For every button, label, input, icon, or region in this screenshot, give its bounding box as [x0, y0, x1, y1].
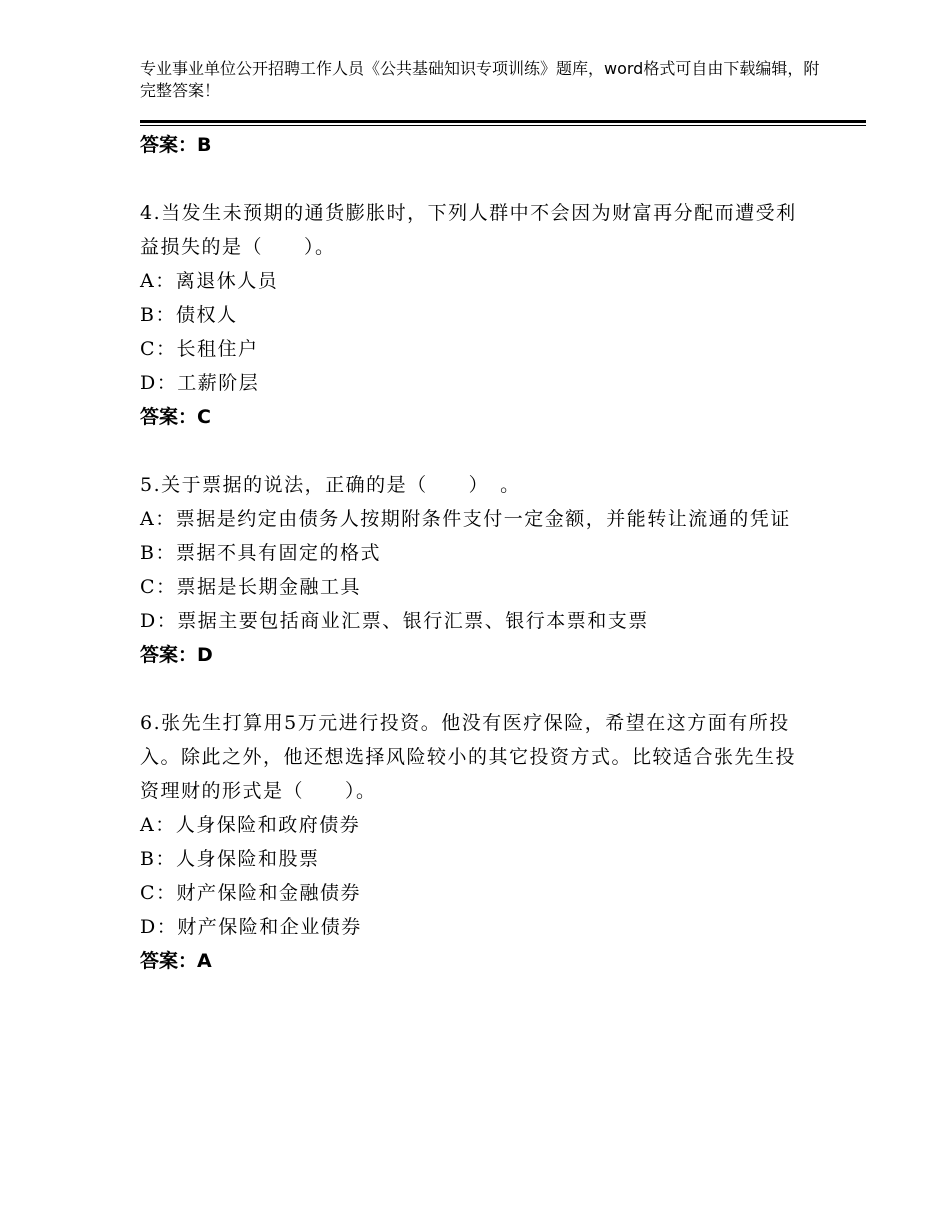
option-d: D：工薪阶层 — [140, 372, 260, 394]
answer-label: 答案：A — [140, 950, 212, 972]
question-6 — [140, 706, 810, 978]
header-rule-thick — [140, 120, 866, 123]
option-c: C：长租住户 — [140, 338, 259, 360]
answer-label: 答案：C — [140, 406, 211, 428]
question-stem: 6.张先生打算用5万元进行投资。他没有医疗保险，希望在这方面有所投入。除此之外，他还想选择风险较小的其它投资方式。比较适合张先生投资理财的形式是（ ）。 — [140, 712, 797, 802]
option-a: A：票据是约定由债务人按期附条件支付一定金额，并能转让流通的凭证 — [140, 508, 791, 530]
option-a: A：离退休人员 — [140, 270, 279, 292]
question-stem: 5.关于票据的说法，正确的是（ ） 。 — [140, 474, 521, 496]
question-stem: 4.当发生未预期的通货膨胀时，下列人群中不会因为财富再分配而遭受利益损失的是（ ）。 — [140, 202, 797, 258]
option-a: A：人身保险和政府债券 — [140, 814, 361, 836]
answer-label: 答案：B — [140, 134, 212, 156]
option-b: B：人身保险和股票 — [140, 848, 320, 870]
option-c: C：票据是长期金融工具 — [140, 576, 362, 598]
answer-label: 答案：D — [140, 644, 213, 666]
option-c: C：财产保险和金融债券 — [140, 882, 362, 904]
option-d: D：财产保险和企业债券 — [140, 916, 362, 938]
question-4 — [140, 196, 810, 434]
header-rule-thin — [140, 125, 866, 126]
option-b: B：债权人 — [140, 304, 238, 326]
document-body — [140, 128, 810, 978]
option-b: B：票据不具有固定的格式 — [140, 542, 381, 564]
question-5 — [140, 468, 810, 672]
option-d: D：票据主要包括商业汇票、银行汇票、银行本票和支票 — [140, 610, 649, 632]
document-header: 专业事业单位公开招聘工作人员《公共基础知识专项训练》题库，word格式可自由下载编辑，附完整答案！ — [140, 59, 820, 100]
